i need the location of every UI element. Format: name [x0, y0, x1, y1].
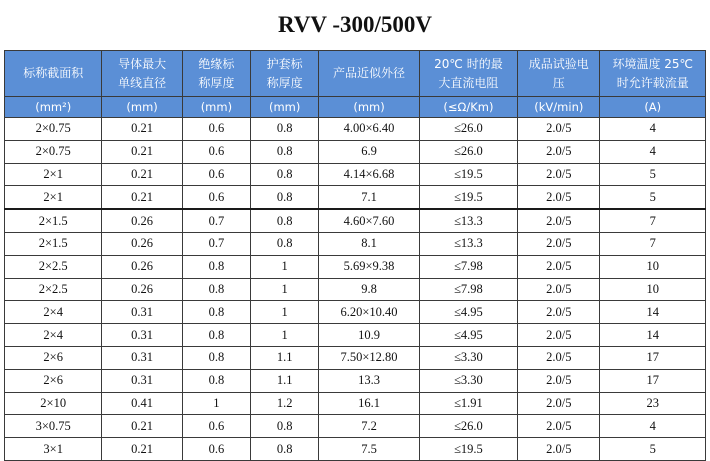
table-cell: 1.1	[251, 346, 319, 369]
table-cell: ≤26.0	[419, 118, 517, 141]
table-cell: 2×4	[5, 324, 102, 347]
table-cell: 0.8	[182, 255, 250, 278]
table-cell: 6.9	[319, 140, 419, 163]
column-header	[319, 51, 419, 97]
table-cell: ≤3.30	[419, 369, 517, 392]
table-cell: 1	[251, 278, 319, 301]
table-row	[5, 346, 706, 369]
column-header-line: 称厚度	[198, 75, 235, 90]
table-cell: 0.8	[251, 415, 319, 438]
table-cell: 0.26	[102, 232, 182, 255]
table-cell: 10	[600, 278, 706, 301]
table-body	[5, 118, 706, 461]
table-row	[5, 324, 706, 347]
table-cell: 5	[600, 438, 706, 461]
table-cell: 2.0/5	[518, 415, 600, 438]
table-cell: 5	[600, 163, 706, 186]
table-cell: ≤7.98	[419, 278, 517, 301]
table-cell: 17	[600, 369, 706, 392]
table-row	[5, 278, 706, 301]
table-cell: 7	[600, 209, 706, 232]
column-unit: (mm)	[319, 97, 419, 118]
table-cell: 0.26	[102, 255, 182, 278]
column-header-line: 压	[552, 75, 565, 90]
column-unit: (mm)	[251, 97, 319, 118]
table-cell: 7.2	[319, 415, 419, 438]
table-cell: ≤7.98	[419, 255, 517, 278]
table-row	[5, 438, 706, 461]
table-cell: 2×10	[5, 392, 102, 415]
table-cell: 10.9	[319, 324, 419, 347]
table-cell: ≤13.3	[419, 232, 517, 255]
table-cell: 1.1	[251, 369, 319, 392]
table-cell: 2.0/5	[518, 118, 600, 141]
table-cell: 6.20×10.40	[319, 301, 419, 324]
table-cell: 0.8	[251, 140, 319, 163]
table-cell: 8.1	[319, 232, 419, 255]
column-header-line: 护套标	[266, 56, 303, 71]
header-row	[5, 51, 706, 97]
column-header	[5, 51, 102, 97]
table-cell: 2.0/5	[518, 186, 600, 209]
table-cell: 2.0/5	[518, 392, 600, 415]
table-cell: 0.8	[182, 278, 250, 301]
table-cell: 0.8	[251, 163, 319, 186]
table-cell: 4.60×7.60	[319, 209, 419, 232]
table-cell: 7.5	[319, 438, 419, 461]
column-unit: (mm²)	[5, 97, 102, 118]
column-header-line: 标称截面积	[23, 66, 84, 80]
column-header	[518, 51, 600, 97]
column-header	[600, 51, 706, 97]
table-cell: ≤4.95	[419, 301, 517, 324]
table-cell: 0.8	[182, 369, 250, 392]
table-cell: 0.31	[102, 369, 182, 392]
table-cell: 2.0/5	[518, 140, 600, 163]
table-cell: ≤19.5	[419, 163, 517, 186]
table-row	[5, 301, 706, 324]
table-row	[5, 209, 706, 232]
table-cell: ≤1.91	[419, 392, 517, 415]
table-row	[5, 369, 706, 392]
table-cell: 14	[600, 301, 706, 324]
table-cell: 0.8	[251, 118, 319, 141]
table-cell: 2.0/5	[518, 232, 600, 255]
column-header	[419, 51, 517, 97]
column-unit: (kV/min)	[518, 97, 600, 118]
table-cell: 7.50×12.80	[319, 346, 419, 369]
table-cell: 0.26	[102, 278, 182, 301]
column-unit: (A)	[600, 97, 706, 118]
table-cell: 0.8	[251, 232, 319, 255]
table-cell: 0.21	[102, 438, 182, 461]
table-cell: 9.8	[319, 278, 419, 301]
table-cell: 4	[600, 118, 706, 141]
table-cell: 4.00×6.40	[319, 118, 419, 141]
table-row	[5, 186, 706, 209]
table-cell: 0.21	[102, 415, 182, 438]
table-cell: 4	[600, 140, 706, 163]
table-cell: 0.21	[102, 186, 182, 209]
table-cell: 2×2.5	[5, 255, 102, 278]
table-row	[5, 415, 706, 438]
table-cell: 17	[600, 346, 706, 369]
table-cell: ≤4.95	[419, 324, 517, 347]
spec-table	[4, 50, 706, 461]
column-header-line: 绝缘标	[198, 56, 235, 71]
table-cell: 0.8	[251, 186, 319, 209]
table-cell: 0.21	[102, 163, 182, 186]
table-cell: 5.69×9.38	[319, 255, 419, 278]
table-cell: 0.6	[182, 186, 250, 209]
column-header-line: 成品试验电	[528, 56, 589, 71]
table-cell: 0.31	[102, 324, 182, 347]
table-cell: 2×1.5	[5, 209, 102, 232]
table-cell: 0.26	[102, 209, 182, 232]
table-cell: 2.0/5	[518, 346, 600, 369]
table-cell: 2×1	[5, 186, 102, 209]
column-header-line: 环境温度 25℃	[612, 56, 694, 71]
table-cell: 4.14×6.68	[319, 163, 419, 186]
table-cell: 23	[600, 392, 706, 415]
table-row	[5, 140, 706, 163]
table-cell: 13.3	[319, 369, 419, 392]
table-cell: 2.0/5	[518, 438, 600, 461]
column-header-line: 称厚度	[266, 75, 303, 90]
table-cell: 3×1	[5, 438, 102, 461]
table-cell: 2×6	[5, 369, 102, 392]
table-cell: 0.6	[182, 415, 250, 438]
table-row	[5, 118, 706, 141]
table-row	[5, 232, 706, 255]
table-cell: 0.7	[182, 232, 250, 255]
table-cell: 2×4	[5, 301, 102, 324]
table-cell: ≤19.5	[419, 438, 517, 461]
table-cell: 0.7	[182, 209, 250, 232]
table-cell: 2.0/5	[518, 301, 600, 324]
column-header	[102, 51, 182, 97]
table-cell: 7	[600, 232, 706, 255]
table-cell: 16.1	[319, 392, 419, 415]
table-cell: 2×1.5	[5, 232, 102, 255]
table-cell: 14	[600, 324, 706, 347]
table-cell: 0.31	[102, 301, 182, 324]
table-cell: 1	[251, 255, 319, 278]
table-cell: 7.1	[319, 186, 419, 209]
table-cell: ≤26.0	[419, 140, 517, 163]
table-cell: 2×2.5	[5, 278, 102, 301]
table-cell: 2.0/5	[518, 163, 600, 186]
table-cell: 1.2	[251, 392, 319, 415]
column-unit: (mm)	[102, 97, 182, 118]
table-cell: 1	[251, 324, 319, 347]
table-cell: 0.41	[102, 392, 182, 415]
table-cell: 2×0.75	[5, 140, 102, 163]
page-title: RVV -300/500V	[277, 12, 432, 37]
table-cell: 2×6	[5, 346, 102, 369]
table-cell: 2.0/5	[518, 255, 600, 278]
table-cell: 0.8	[251, 209, 319, 232]
table-cell: 1	[251, 301, 319, 324]
table-cell: 0.6	[182, 438, 250, 461]
table-cell: 2×1	[5, 163, 102, 186]
table-cell: 1	[182, 392, 250, 415]
table-cell: 0.31	[102, 346, 182, 369]
table-cell: 2.0/5	[518, 324, 600, 347]
table-row	[5, 255, 706, 278]
table-row	[5, 392, 706, 415]
table-cell: ≤19.5	[419, 186, 517, 209]
table-cell: ≤13.3	[419, 209, 517, 232]
table-cell: ≤3.30	[419, 346, 517, 369]
unit-row	[5, 97, 706, 118]
table-cell: 0.8	[182, 346, 250, 369]
column-header	[251, 51, 319, 97]
column-header-line: 产品近似外径	[333, 66, 406, 80]
table-cell: 5	[600, 186, 706, 209]
table-cell: 0.6	[182, 163, 250, 186]
table-cell: 3×0.75	[5, 415, 102, 438]
table-cell: 2×0.75	[5, 118, 102, 141]
column-header	[182, 51, 250, 97]
column-header-line: 单线直径	[118, 75, 167, 90]
column-header-line: 时允许载流量	[616, 75, 689, 90]
table-cell: 0.8	[182, 324, 250, 347]
table-cell: 2.0/5	[518, 278, 600, 301]
table-cell: 0.6	[182, 140, 250, 163]
table-cell: 0.8	[182, 301, 250, 324]
column-header-line: 20℃ 时的最	[434, 56, 503, 71]
table-cell: 0.8	[251, 438, 319, 461]
table-cell: 4	[600, 415, 706, 438]
column-unit: (mm)	[182, 97, 250, 118]
table-cell: 0.6	[182, 118, 250, 141]
column-unit: (≤Ω/Km)	[419, 97, 517, 118]
table-cell: ≤26.0	[419, 415, 517, 438]
table-cell: 2.0/5	[518, 369, 600, 392]
table-cell: 0.21	[102, 140, 182, 163]
table-cell: 0.21	[102, 118, 182, 141]
column-header-line: 大直流电阻	[438, 75, 499, 90]
table-cell: 10	[600, 255, 706, 278]
table-row	[5, 163, 706, 186]
column-header-line: 导体最大	[118, 56, 167, 71]
table-cell: 2.0/5	[518, 209, 600, 232]
